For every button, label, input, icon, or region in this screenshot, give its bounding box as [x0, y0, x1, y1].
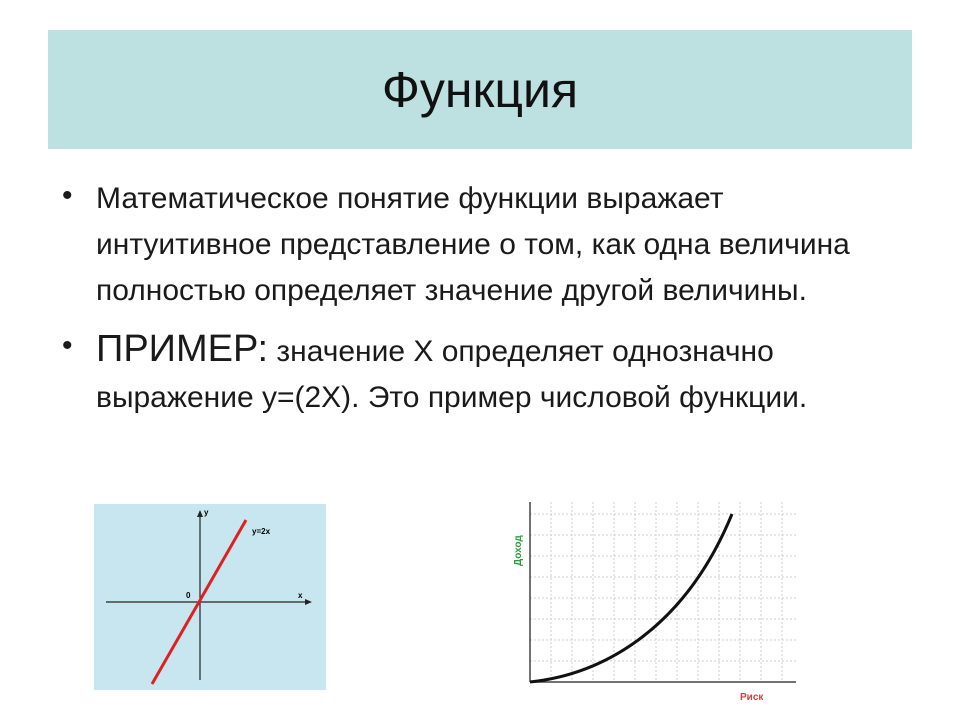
x-axis-label: Риск — [740, 692, 764, 703]
bullet-dot-icon: • — [62, 329, 73, 362]
example-lead: ПРИМЕР: — [96, 328, 269, 370]
slide-title: Функция — [381, 61, 579, 118]
linear-graph-svg — [94, 504, 326, 690]
y-axis-arrow-icon — [197, 510, 203, 517]
bullet-item-example — [60, 326, 900, 421]
origin-label: 0 — [186, 591, 191, 600]
linear-function-graph — [94, 504, 326, 690]
bullet-dot-icon: • — [62, 179, 73, 212]
bullet-item-definition — [60, 176, 900, 314]
bullet-text: Математическое понятие функции выражает интуитивное представление о том, как одна величина полностью определяет значение другой величины. — [96, 182, 850, 307]
title-band — [48, 30, 912, 149]
y-axis-label: Доход — [513, 535, 524, 566]
grid — [530, 502, 796, 682]
curve-graph-svg — [496, 496, 802, 710]
bullet-text: значение Х определяет однозначно выражение у=(2Х). Это пример числовой функции. — [96, 335, 808, 414]
line-label: y=2x — [252, 527, 271, 536]
x-axis-arrow-icon — [305, 599, 312, 605]
bullet-list — [60, 176, 900, 421]
income-risk-graph — [496, 496, 802, 710]
x-axis-label: x — [298, 591, 303, 600]
y-axis-label: y — [204, 508, 209, 517]
